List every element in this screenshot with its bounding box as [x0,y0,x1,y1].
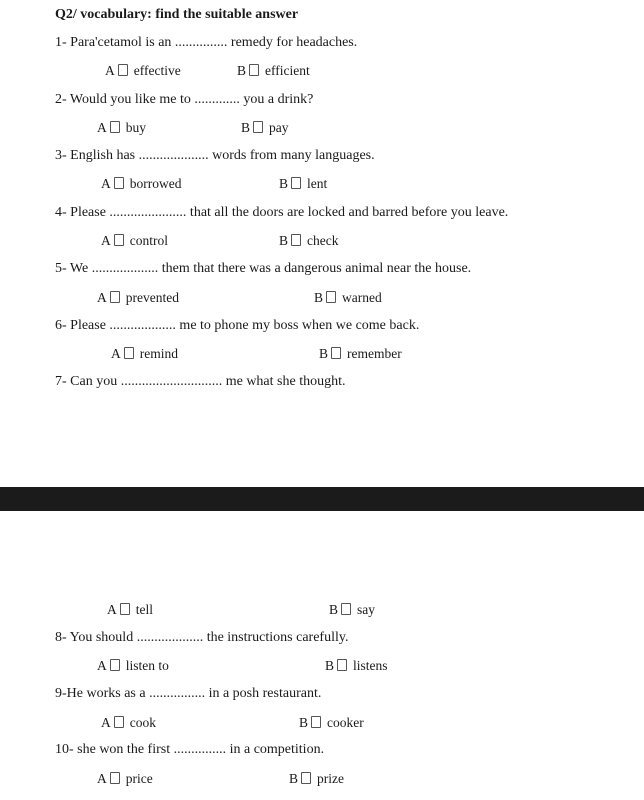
option-text: say [357,602,376,617]
question-7: 7- Can you ............................. me what she thought. [55,374,346,389]
option-text: listens [353,658,388,673]
option-letter: A [97,120,107,135]
q9-option-a[interactable] [101,714,156,732]
q7-option-b[interactable] [329,601,375,619]
checkbox-icon[interactable] [291,177,301,189]
checkbox-icon[interactable] [110,291,120,303]
q4-option-b[interactable] [279,232,339,250]
q2-option-b[interactable] [241,119,289,137]
question-10: 10- she won the first ............... in a competition. [55,742,325,757]
question-5: 5- We ................... them that there was a dangerous animal near the house. [55,261,472,276]
q2-option-a[interactable] [97,119,146,137]
option-letter: A [101,176,111,191]
checkbox-icon[interactable] [110,659,120,671]
question-3: 3- English has .................... words from many languages. [55,148,375,163]
question-4: 4- Please ...................... that all the doors are locked and barred before you leave. [55,205,509,220]
question-2: 2- Would you like me to ............. you a drink? [55,92,314,107]
option-text: borrowed [129,176,182,191]
checkbox-icon[interactable] [110,121,120,133]
question-9: 9-He works as a ................ in a posh restaurant. [55,686,322,701]
option-text: buy [125,120,146,135]
option-letter: B [329,602,339,617]
option-letter: B [289,771,299,786]
question-6: 6- Please ................... me to phone my boss when we come back. [55,318,420,333]
option-text: check [307,233,339,248]
option-letter: A [105,63,115,78]
checkbox-icon[interactable] [114,716,124,728]
checkbox-icon[interactable] [337,659,347,671]
question-8: 8- You should ................... the instructions carefully. [55,630,349,645]
option-letter: A [101,715,111,730]
q1-option-a[interactable] [105,62,181,80]
q8-option-b[interactable] [325,657,388,675]
option-text: cook [129,715,156,730]
question-1: 1- Para'cetamol is an ............... remedy for headaches. [55,35,358,50]
checkbox-icon[interactable] [114,177,124,189]
option-text: remember [347,346,402,361]
checkbox-icon[interactable] [118,64,128,76]
q5-option-b[interactable] [314,289,382,307]
q5-option-a[interactable] [97,289,179,307]
option-letter: B [237,63,247,78]
option-letter: B [325,658,335,673]
checkbox-icon[interactable] [301,772,311,784]
checkbox-icon[interactable] [120,603,130,615]
option-letter: A [111,346,121,361]
option-letter: B [319,346,329,361]
option-text: warned [342,290,382,305]
option-text: prevented [125,290,179,305]
checkbox-icon[interactable] [311,716,321,728]
option-letter: B [279,233,289,248]
checkbox-icon[interactable] [124,347,134,359]
option-letter: B [314,290,324,305]
checkbox-icon[interactable] [326,291,336,303]
page-break-band [0,487,644,511]
option-letter: A [97,771,107,786]
checkbox-icon[interactable] [331,347,341,359]
option-text: tell [135,602,153,617]
option-text: control [129,233,168,248]
option-letter: A [97,658,107,673]
option-letter: B [279,176,289,191]
q1-option-b[interactable] [237,62,310,80]
q10-option-a[interactable] [97,770,153,788]
option-text: price [125,771,153,786]
option-text: effective [133,63,181,78]
q6-option-a[interactable] [111,345,178,363]
q9-option-b[interactable] [299,714,364,732]
option-letter: B [299,715,309,730]
checkbox-icon[interactable] [110,772,120,784]
option-letter: B [241,120,251,135]
q3-option-b[interactable] [279,175,327,193]
option-text: prize [317,771,344,786]
option-text: cooker [327,715,364,730]
option-letter: A [107,602,117,617]
option-text: listen to [125,658,169,673]
option-text: efficient [265,63,310,78]
checkbox-icon[interactable] [341,603,351,615]
q10-option-b[interactable] [289,770,344,788]
option-letter: A [101,233,111,248]
q7-option-a[interactable] [107,601,153,619]
option-text: pay [269,120,289,135]
q8-option-a[interactable] [97,657,169,675]
option-letter: A [97,290,107,305]
checkbox-icon[interactable] [291,234,301,246]
checkbox-icon[interactable] [114,234,124,246]
q3-option-a[interactable] [101,175,181,193]
q6-option-b[interactable] [319,345,402,363]
worksheet-title: Q2/ vocabulary: find the suitable answer [55,7,299,22]
checkbox-icon[interactable] [249,64,259,76]
option-text: remind [139,346,178,361]
q4-option-a[interactable] [101,232,168,250]
option-text: lent [307,176,328,191]
checkbox-icon[interactable] [253,121,263,133]
